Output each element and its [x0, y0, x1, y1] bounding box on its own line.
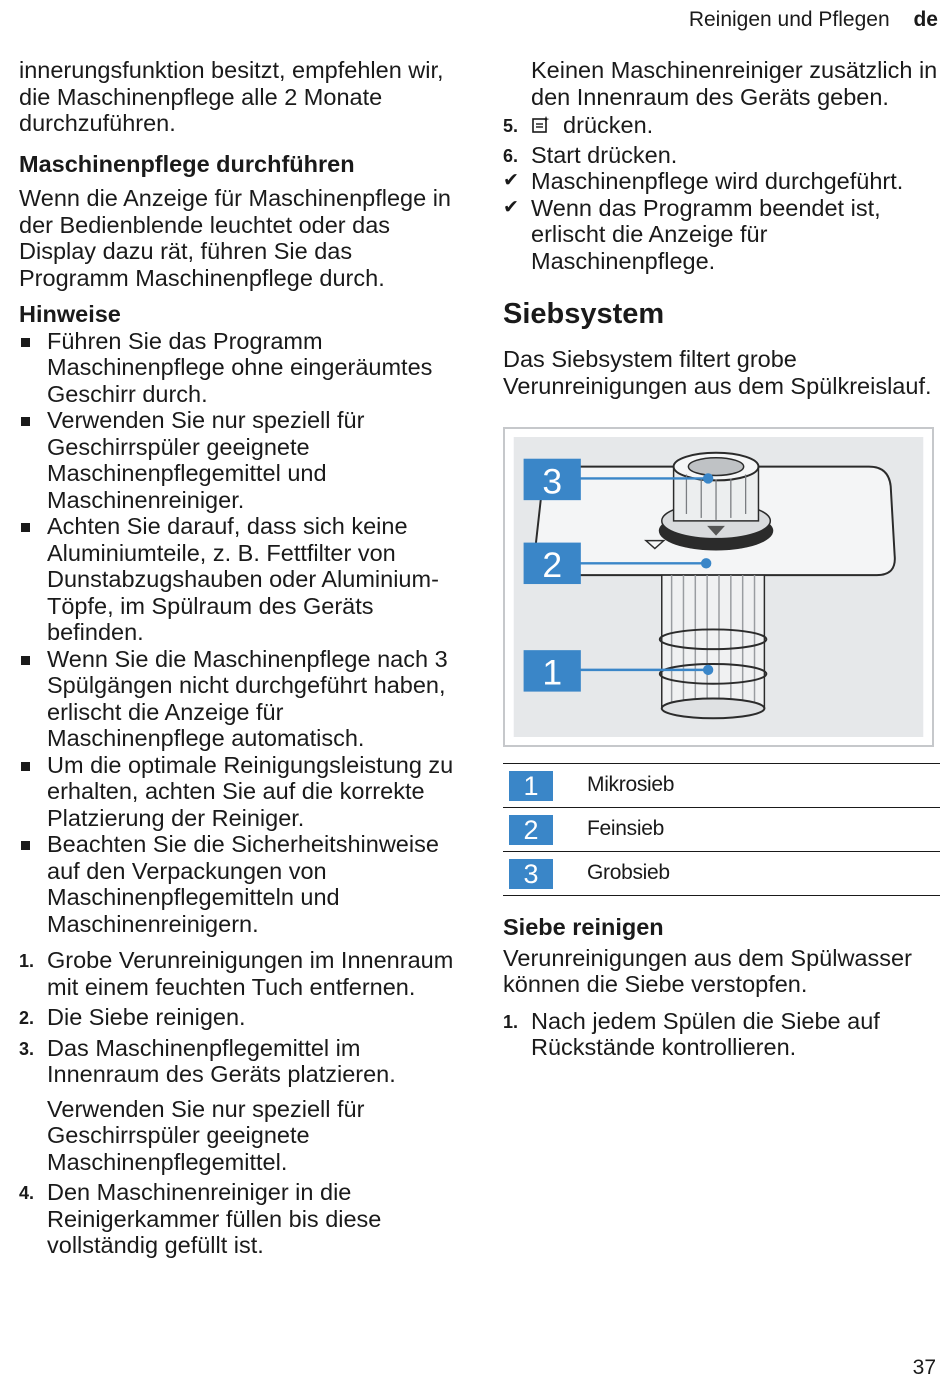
filter-illustration [513, 437, 924, 737]
left-column [19, 57, 459, 1263]
steps-list-continued [503, 112, 940, 168]
step-text: Das Maschinenpflegemittel im Innenraum des Geräts platzieren. [47, 1034, 396, 1087]
note-item: Wenn Sie die Maschinenpflege nach 3 Spülgängen nicht durchgeführt haben, erlischt die Anzeige für Maschinenpflege automatisch. [19, 646, 459, 752]
step-item [503, 112, 940, 140]
heading-machine-care: Maschinenpflege durchführen [19, 150, 355, 177]
legend-number: 1 [509, 771, 553, 801]
heading-clean-filters: Siebe reinigen [503, 914, 664, 940]
check-icon: ✔ [503, 170, 519, 191]
section-title: Reinigen und Pflegen [688, 8, 890, 31]
step-item [19, 1035, 459, 1176]
callout-number: 1 [542, 652, 563, 693]
step-number: 3. [19, 1038, 35, 1059]
intro-text: innerungsfunktion besitzt, empfehlen wir, die Maschinenpflege alle 2 Monate durchzuführen. [19, 57, 444, 136]
step-number: 6. [503, 145, 519, 166]
step-text: Grobe Verunreinigungen im Innenraum mit einem feuchten Tuch entfernen. [47, 947, 454, 1000]
note-item: Verwenden Sie nur speziell für Geschirrspüler geeignete Maschinenpflegemittel und Maschinenreiniger. [19, 407, 459, 513]
legend-number: 3 [509, 859, 553, 889]
step-text: Den Maschinenreiniger in die Reinigerkammer füllen bis diese vollständig gefüllt ist. [47, 1179, 382, 1258]
notes-list [19, 328, 459, 938]
step-item [19, 947, 459, 1000]
check-icon: ✔ [503, 196, 519, 218]
table-row [503, 764, 940, 808]
legend-label: Grobsieb [587, 861, 670, 885]
step4-note: Keinen Maschinenreiniger zusätzlich in den Innenraum des Geräts geben. [531, 57, 938, 110]
step-text: Die Siebe reinigen. [47, 1004, 246, 1030]
note-item: Achten Sie darauf, dass sich keine Aluminiumteile, z. B. Fettfilter von Dunstabzugshauben oder Aluminium-Töpfe, im Spülraum des Geräts befinden. [19, 513, 459, 646]
result-item [503, 195, 940, 275]
step-note: Verwenden Sie nur speziell für Geschirrspüler geeignete Maschinenpflegemittel. [47, 1095, 365, 1175]
step-number: 2. [19, 1008, 35, 1028]
page-header [689, 8, 938, 32]
right-column [503, 57, 940, 1065]
step-text: drücken. [563, 112, 654, 138]
notes-heading: Hinweise [19, 301, 121, 327]
filter-system-figure [503, 427, 934, 747]
step-item [19, 1004, 459, 1031]
machine-care-paragraph: Wenn die Anzeige für Maschinenpflege in der Bedienblende leuchtet oder das Display dazu rät, führen Sie das Programm Maschinenpflege durch. [19, 185, 451, 291]
note-item: Um die optimale Reinigungsleistung zu erhalten, achten Sie auf die korrekte Platzierung der Reiniger. [19, 752, 459, 832]
section-heading-filter: Siebsystem [503, 298, 665, 330]
clean-filters-paragraph: Verunreinigungen aus dem Spülwasser können die Siebe verstopfen. [503, 944, 912, 997]
legend-label: Feinsieb [587, 817, 664, 841]
callout-number: 3 [542, 461, 563, 502]
step-item [503, 142, 940, 169]
step-text: drücken. [587, 141, 678, 168]
step-number: 4. [19, 1183, 35, 1203]
callout-number: 2 [542, 545, 563, 586]
step-number: 5. [503, 116, 519, 136]
step-item [503, 1008, 940, 1061]
table-row [503, 808, 940, 852]
result-text: Maschinenpflege wird durchgeführt. [531, 168, 904, 194]
legend-number: 2 [509, 815, 553, 845]
legend-label: Mikrosieb [587, 773, 675, 797]
filter-paragraph: Das Siebsystem filtert grobe Verunreinigungen aus dem Spülkreislauf. [503, 346, 932, 399]
filter-legend-table [503, 763, 940, 896]
results-list [503, 168, 940, 274]
table-row [503, 852, 940, 896]
language-code: de [913, 8, 938, 31]
note-item: Beachten Sie die Sicherheitshinweise auf den Verpackungen von Maschinenpflegemitteln und Maschinenreinigern. [19, 831, 459, 937]
clean-steps-list [503, 1008, 940, 1061]
step-number: 1. [19, 951, 35, 971]
machine-care-icon [531, 114, 563, 138]
step-item [19, 1179, 459, 1259]
steps-list [19, 947, 459, 1259]
step-number: 1. [503, 1011, 519, 1032]
note-item: Führen Sie das Programm Maschinenpflege ohne eingeräumtes Geschirr durch. [19, 328, 459, 408]
start-key-label: Start [531, 141, 581, 168]
page-number: 37 [912, 1356, 936, 1379]
result-item [503, 168, 940, 195]
step-text: Nach jedem Spülen die Siebe auf Rückstände kontrollieren. [531, 1007, 880, 1060]
result-text: Wenn das Programm beendet ist, erlischt die Anzeige für Maschinenpflege. [531, 194, 881, 274]
